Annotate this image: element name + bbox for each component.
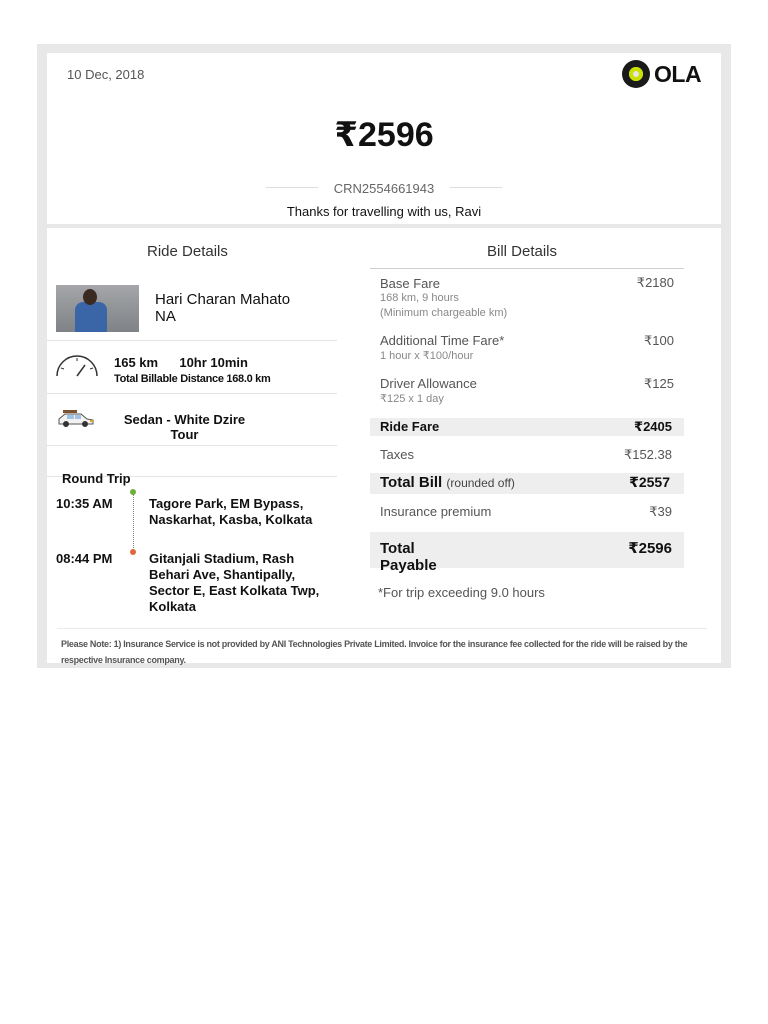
base-fare-label: Base Fare xyxy=(380,276,440,291)
taxes-value: ₹152.38 xyxy=(623,447,672,462)
total-payable-label xyxy=(380,540,437,574)
driver-allowance-label: Driver Allowance xyxy=(380,376,477,391)
taxes-label: Taxes xyxy=(380,447,414,462)
ride-details-heading: Ride Details xyxy=(147,243,228,260)
footnote: *For trip exceeding 9.0 hours xyxy=(378,585,545,600)
drop-address: Gitanjali Stadium, Rash Behari Ave, Shantipally, Sector E, East Kolkata Twp, Kolkata xyxy=(149,551,320,614)
driver-allowance-detail: ₹125 x 1 day xyxy=(380,393,444,405)
base-fare-note: (Minimum chargeable km) xyxy=(380,307,508,319)
total-bill-note: (rounded off) xyxy=(446,476,515,490)
crn-number: CRN2554661943 xyxy=(333,181,435,196)
distance: 165 km xyxy=(114,355,159,370)
driver-line2: NA xyxy=(155,308,176,325)
driver-name: Hari Charan Mahato xyxy=(155,291,291,308)
bill-details-heading: Bill Details xyxy=(487,243,558,260)
driver-name-block xyxy=(155,291,290,325)
ride-fare-label: Ride Fare xyxy=(380,419,440,434)
divider xyxy=(47,340,337,341)
billable-distance: Total Billable Distance 168.0 km xyxy=(114,373,271,385)
ride-fare-value: ₹2405 xyxy=(634,419,672,434)
duration: 10hr 10min xyxy=(179,355,248,370)
total-payable-label-2: Payable xyxy=(380,557,437,574)
ola-logo xyxy=(622,60,704,90)
route-line xyxy=(133,494,134,550)
additional-time-detail: 1 hour x ₹100/hour xyxy=(380,350,474,362)
pickup-address: Tagore Park, EM Bypass, Naskarhat, Kasba, Kolkata xyxy=(149,496,313,527)
base-fare-detail: 168 km, 9 hours xyxy=(380,292,459,304)
receipt-date: 10 Dec, 2018 xyxy=(67,67,145,82)
additional-time-value: ₹100 xyxy=(644,333,674,348)
divider xyxy=(370,268,684,269)
ola-logo-icon xyxy=(622,60,650,88)
total-payable-label-1: Total xyxy=(380,540,415,557)
speedometer-icon xyxy=(55,354,99,378)
driver-allowance-value: ₹125 xyxy=(644,376,674,391)
total-payable-value: ₹2596 xyxy=(628,540,672,557)
divider xyxy=(47,393,337,394)
total-amount: ₹2596 xyxy=(334,116,434,154)
ride-category: Tour xyxy=(170,427,199,442)
insurance-value: ₹39 xyxy=(649,504,672,519)
car-model: Sedan - White Dzire xyxy=(123,412,246,427)
thanks-message: Thanks for travelling with us, Ravi xyxy=(286,204,482,219)
drop-marker-icon xyxy=(130,549,136,555)
trip-type: Round Trip xyxy=(62,471,131,486)
divider xyxy=(57,628,707,629)
pickup-time: 10:35 AM xyxy=(56,496,113,511)
car-icon xyxy=(57,409,95,429)
base-fare-value: ₹2180 xyxy=(636,275,674,290)
distance-duration xyxy=(114,355,248,370)
car-type xyxy=(112,412,257,442)
total-bill-label: Total Bill xyxy=(380,474,443,491)
insurance-note: Please Note: 1) Insurance Service is not provided by ANI Technologies Private Limited. Invoice for the insurance fee collected for the ride will be raised by the respective Insurance company. xyxy=(61,639,688,665)
total-bill-value: ₹2557 xyxy=(629,474,670,490)
brand-name: OLA xyxy=(654,61,702,87)
insurance-label: Insurance premium xyxy=(380,504,492,519)
additional-time-label: Additional Time Fare* xyxy=(380,333,505,348)
driver-photo xyxy=(56,285,139,332)
total-bill xyxy=(380,474,515,491)
divider xyxy=(47,445,337,446)
drop-time: 08:44 PM xyxy=(56,551,113,566)
